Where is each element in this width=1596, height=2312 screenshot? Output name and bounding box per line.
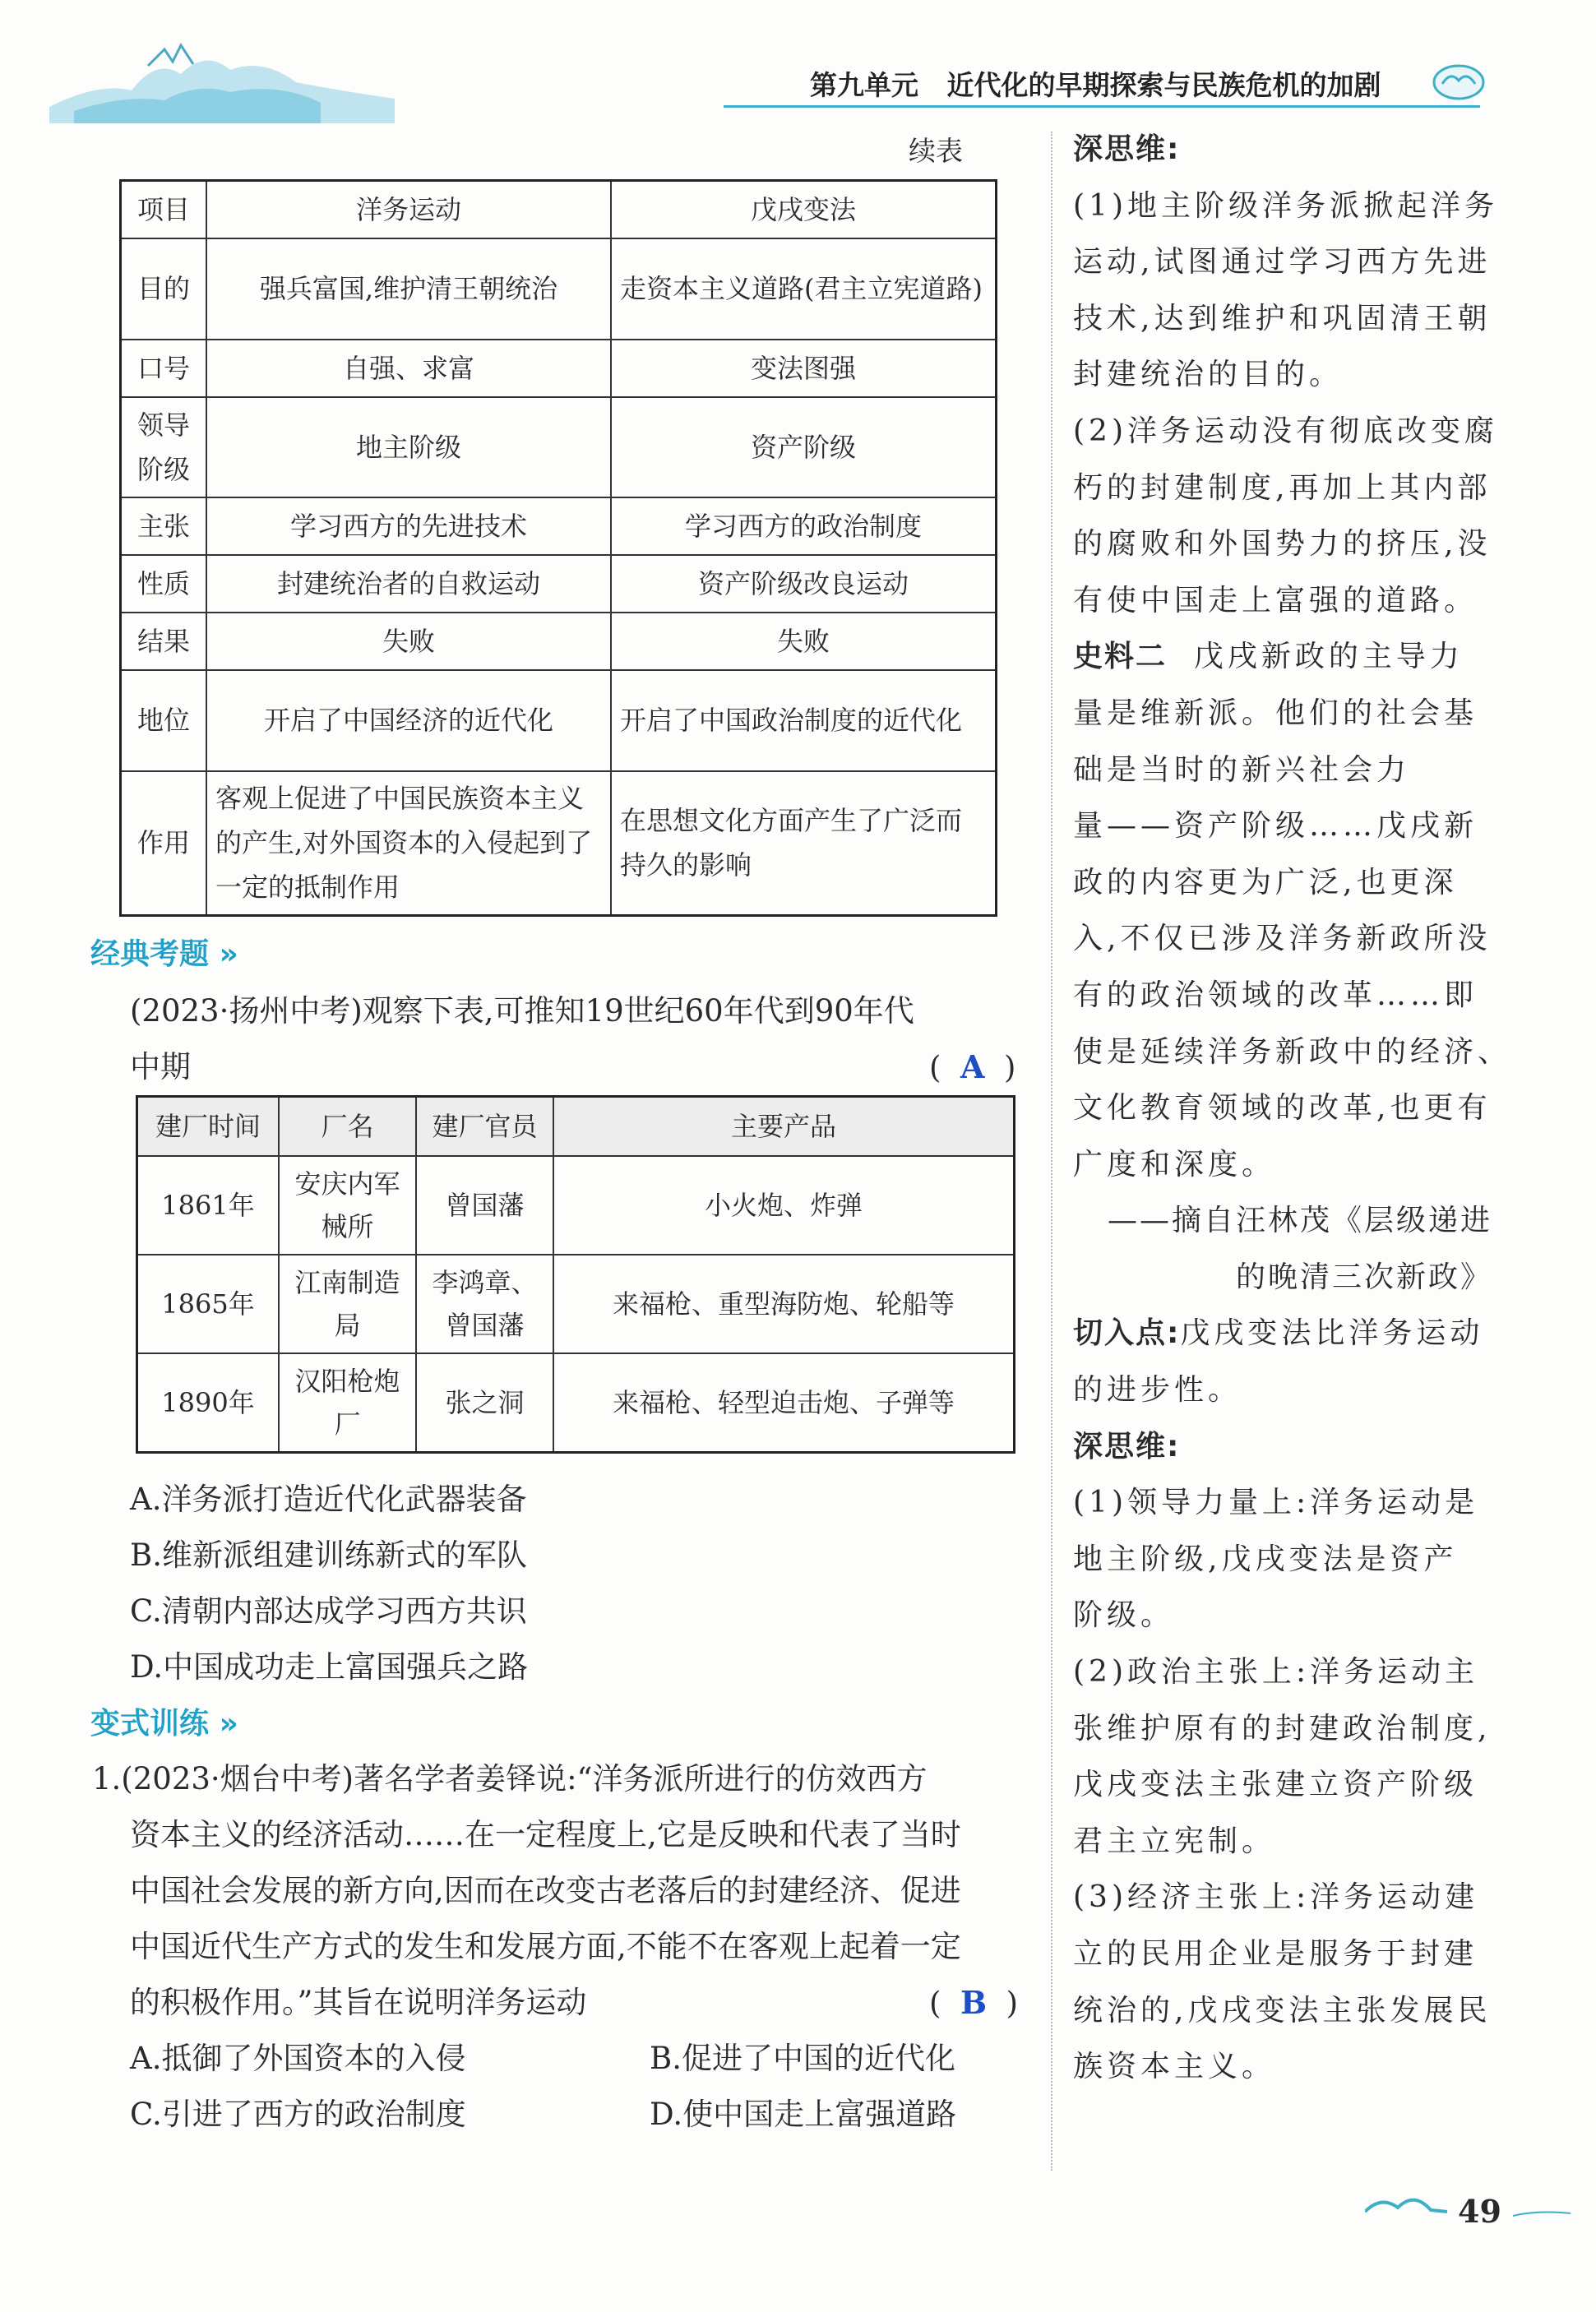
header-rule bbox=[724, 105, 1480, 108]
option-c[interactable]: C.清朝内部达成学习西方共识 bbox=[130, 1593, 527, 1629]
table-row bbox=[121, 340, 997, 397]
cell-yangwu: 自强、求富 bbox=[206, 340, 611, 397]
unit-title: 近代化的早期探索与民族危机的加剧 bbox=[946, 69, 1381, 101]
header-cell: 项目 bbox=[121, 181, 207, 238]
cell-yangwu: 地主阶级 bbox=[206, 397, 611, 497]
variant-stem-line: 资本主义的经济活动……在一定程度上,它是反映和代表了当时 bbox=[130, 1817, 961, 1852]
note-line: 地主阶级,戊戌变法是资产 bbox=[1073, 1542, 1458, 1576]
note-line: 量是维新派。他们的社会基 bbox=[1073, 696, 1478, 730]
header-cell: 建厂官员 bbox=[416, 1097, 553, 1157]
cell-yangwu: 客观上促进了中国民族资本主义的产生,对外国资本的入侵起到了一定的抵制作用 bbox=[206, 771, 611, 916]
cell-yangwu: 强兵富国,维护清王朝统治 bbox=[206, 238, 611, 340]
cell-wuxu: 资产阶级改良运动 bbox=[611, 555, 997, 613]
variant-stem-line: 中国近代生产方式的发生和发展方面,不能不在客观上起着一定 bbox=[130, 1929, 961, 1964]
option-b[interactable]: B.促进了中国的近代化 bbox=[650, 2041, 955, 2076]
note-line: 阶级。 bbox=[1073, 1598, 1175, 1633]
answer-bracket: ( A ) bbox=[929, 1048, 1016, 1085]
note-line: 技术,达到维护和巩固清王朝 bbox=[1073, 301, 1492, 335]
cloud-emblem-icon bbox=[1429, 56, 1488, 105]
note-line: 戊戌变法主张建立资产阶级 bbox=[1073, 1768, 1478, 1802]
row-label: 性质 bbox=[121, 555, 207, 613]
row-label: 口号 bbox=[121, 340, 207, 397]
table-row bbox=[121, 555, 997, 613]
classic-question-title: 经典考题 bbox=[90, 937, 210, 971]
year-cell: 1861年 bbox=[137, 1156, 280, 1255]
note-line: 封建统治的目的。 bbox=[1073, 358, 1344, 392]
cell-wuxu: 变法图强 bbox=[611, 340, 997, 397]
note-line: 有使中国走上富强的道路。 bbox=[1073, 583, 1478, 617]
table-header-row bbox=[121, 181, 997, 238]
option-c[interactable]: C.引进了西方的政治制度 bbox=[130, 2097, 466, 2132]
row-label: 领导阶级 bbox=[121, 397, 207, 497]
source-two-label: 史料二 bbox=[1073, 640, 1168, 674]
product-cell: 小火炮、炸弹 bbox=[553, 1156, 1015, 1255]
variant-answer: B bbox=[960, 1984, 988, 2021]
row-label: 主张 bbox=[121, 497, 207, 555]
note-line: (2)政治主张上:洋务运动主 bbox=[1073, 1655, 1479, 1690]
cell-yangwu: 学习西方的先进技术 bbox=[206, 497, 611, 555]
note-line: 统治的,戊戌变法主张发展民 bbox=[1073, 1993, 1492, 2028]
note-line: 朽的封建制度,再加上其内部 bbox=[1073, 470, 1492, 505]
classic-question-heading bbox=[90, 931, 238, 973]
table-row bbox=[121, 238, 997, 340]
cell-yangwu: 封建统治者的自救运动 bbox=[206, 555, 611, 613]
variant-stem-line: 的积极作用。”其旨在说明洋务运动 bbox=[130, 1985, 587, 2020]
note-line: 戊戌变法比洋务运动 bbox=[1180, 1316, 1484, 1351]
note-line: 础是当时的新兴社会力 bbox=[1073, 752, 1411, 787]
classic-stem-line1: (2023·扬州中考)观察下表,可推知19世纪60年代到90年代 bbox=[130, 993, 914, 1029]
note-line: (1)地主阶级洋务派掀起洋务 bbox=[1073, 188, 1498, 223]
cell-wuxu: 失败 bbox=[611, 613, 997, 670]
cell-wuxu: 在思想文化方面产生了广泛而持久的影响 bbox=[611, 771, 997, 916]
header-cell: 建厂时间 bbox=[137, 1097, 280, 1157]
note-line: (3)经济主张上:洋务运动建 bbox=[1073, 1880, 1479, 1915]
note-line: 君主立宪制。 bbox=[1073, 1824, 1276, 1858]
double-chevron-icon: » bbox=[219, 937, 238, 971]
factory-cell: 江南制造局 bbox=[279, 1255, 416, 1353]
year-cell: 1865年 bbox=[137, 1255, 280, 1353]
table-row bbox=[121, 613, 997, 670]
double-chevron-icon: » bbox=[219, 1707, 238, 1741]
cell-yangwu: 失败 bbox=[206, 613, 611, 670]
header-cell: 厂名 bbox=[279, 1097, 416, 1157]
note-line: 运动,试图通过学习西方先进 bbox=[1073, 245, 1492, 280]
page-number: 49 bbox=[1458, 2193, 1501, 2230]
row-label: 结果 bbox=[121, 613, 207, 670]
variant-stem-line: 中国社会发展的新方向,因而在改变古老落后的封建经济、促进 bbox=[130, 1873, 961, 1908]
table-continued-label: 续表 bbox=[909, 135, 963, 167]
official-cell: 曾国藩 bbox=[416, 1156, 553, 1255]
note-line: 的腐败和外国势力的挤压,没 bbox=[1073, 527, 1492, 562]
answer-bracket: ( B ) bbox=[929, 1984, 1019, 2021]
cell-wuxu: 走资本主义道路(君主立宪道路) bbox=[611, 238, 997, 340]
header-cell: 戊戌变法 bbox=[611, 181, 997, 238]
note-line: 立的民用企业是服务于封建 bbox=[1073, 1937, 1478, 1971]
table-row bbox=[137, 1255, 1015, 1353]
note-line: 族资本主义。 bbox=[1073, 2050, 1276, 2084]
note-line: (2)洋务运动没有彻底改变腐 bbox=[1073, 414, 1498, 448]
running-header bbox=[810, 64, 1381, 103]
header-cell: 主要产品 bbox=[553, 1097, 1015, 1157]
option-d[interactable]: D.中国成功走上富国强兵之路 bbox=[130, 1649, 529, 1685]
note-line: 张维护原有的封建政治制度, bbox=[1073, 1711, 1492, 1746]
option-d[interactable]: D.使中国走上富强道路 bbox=[650, 2097, 957, 2132]
cell-yangwu: 开启了中国经济的近代化 bbox=[206, 670, 611, 771]
table-header-row bbox=[137, 1097, 1015, 1157]
row-label: 作用 bbox=[121, 771, 207, 916]
table-row bbox=[121, 670, 997, 771]
note-line: 广度和深度。 bbox=[1073, 1147, 1276, 1181]
factory-cell: 安庆内军械所 bbox=[279, 1156, 416, 1255]
option-a[interactable]: A.洋务派打造近代化武器装备 bbox=[130, 1482, 527, 1517]
note-line: (1)领导力量上:洋务运动是 bbox=[1073, 1486, 1479, 1520]
note-line: 戊戌新政的主导力 bbox=[1193, 640, 1464, 674]
entry-point-label: 切入点: bbox=[1073, 1316, 1181, 1351]
row-label: 目的 bbox=[121, 238, 207, 340]
note-line: 政的内容更为广泛,也更深 bbox=[1073, 865, 1458, 899]
variant-training-title: 变式训练 bbox=[90, 1707, 210, 1741]
deep-thinking-heading: 深思维: bbox=[1073, 132, 1181, 166]
cell-wuxu: 资产阶级 bbox=[611, 397, 997, 497]
mountain-decoration-icon bbox=[49, 33, 395, 123]
table-row bbox=[137, 1156, 1015, 1255]
header-cell: 洋务运动 bbox=[206, 181, 611, 238]
factory-cell: 汉阳枪炮厂 bbox=[279, 1353, 416, 1453]
table-row bbox=[121, 771, 997, 916]
official-cell: 张之洞 bbox=[416, 1353, 553, 1453]
note-line: 文化教育领域的改革,也更有 bbox=[1073, 1091, 1492, 1126]
unit-label: 第九单元 bbox=[810, 69, 918, 101]
sidebar-notes bbox=[1073, 122, 1511, 2096]
official-cell: 李鸿章、曾国藩 bbox=[416, 1255, 553, 1353]
variant-stem-line: 1.(2023·烟台中考)著名学者姜铎说:“洋务派所进行的仿效西方 bbox=[92, 1761, 928, 1796]
product-cell: 来福枪、重型海防炮、轮船等 bbox=[553, 1255, 1015, 1353]
variant-training-heading bbox=[90, 1700, 238, 1742]
citation-line: 的晚清三次新政》 bbox=[1235, 1260, 1492, 1294]
comparison-table bbox=[119, 179, 997, 917]
year-cell: 1890年 bbox=[137, 1353, 280, 1453]
citation-line: ——摘自汪林茂《层级递进 bbox=[1107, 1204, 1492, 1238]
column-divider bbox=[1051, 132, 1052, 2171]
classic-stem-line2: 中期 bbox=[130, 1049, 191, 1084]
option-a[interactable]: A.抵御了外国资本的入侵 bbox=[130, 2041, 466, 2076]
classic-answer: A bbox=[960, 1048, 985, 1085]
note-line: 的进步性。 bbox=[1073, 1373, 1242, 1408]
cell-wuxu: 开启了中国政治制度的近代化 bbox=[611, 670, 997, 771]
table-row bbox=[121, 397, 997, 497]
table-row bbox=[137, 1353, 1015, 1453]
note-line: 使是延续洋务新政中的经济、 bbox=[1073, 1034, 1512, 1069]
product-cell: 来福枪、轻型迫击炮、子弹等 bbox=[553, 1353, 1015, 1453]
table-row bbox=[121, 497, 997, 555]
row-label: 地位 bbox=[121, 670, 207, 771]
factory-table bbox=[136, 1095, 1015, 1454]
note-line: 量——资产阶级……戊戌新 bbox=[1073, 809, 1478, 844]
deep-thinking-heading: 深思维: bbox=[1073, 1429, 1181, 1463]
note-line: 入,不仅已涉及洋务新政所没 bbox=[1073, 922, 1492, 956]
cell-wuxu: 学习西方的政治制度 bbox=[611, 497, 997, 555]
note-line: 有的政治领域的改革……即 bbox=[1073, 978, 1478, 1012]
option-b[interactable]: B.维新派组建训练新式的军队 bbox=[130, 1537, 527, 1573]
